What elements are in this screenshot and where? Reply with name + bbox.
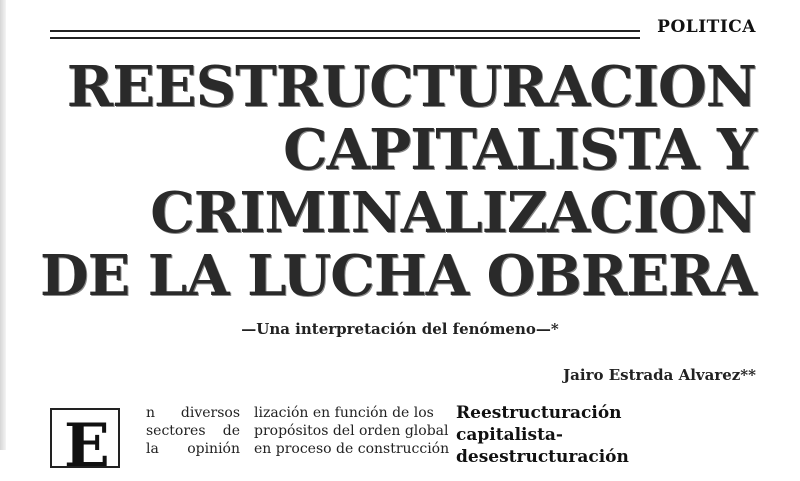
subheading-line: desestructuración	[456, 447, 629, 467]
body-column-2	[254, 404, 450, 458]
body-line	[146, 422, 240, 440]
title-line: DE LA LUCHA OBRERA	[40, 243, 756, 309]
body-word: de	[222, 423, 240, 439]
subheading-line: capitalista-	[456, 425, 563, 445]
body-line: en proceso de construcción	[254, 441, 450, 457]
title-line: REESTRUCTURACION	[66, 54, 756, 120]
body-line	[146, 404, 240, 422]
article-title	[36, 56, 756, 308]
body-word: la	[146, 441, 159, 457]
title-line: CRIMINALIZACION	[150, 180, 756, 246]
body-word: sectores	[146, 423, 206, 439]
page-edge	[0, 0, 6, 450]
author-byline: Jairo Estrada Alvarez**	[563, 366, 756, 384]
section-rule	[50, 30, 640, 39]
body-line: lización en función de los	[254, 405, 434, 421]
body-word: n	[146, 405, 156, 421]
section-subheading	[456, 402, 756, 468]
drop-cap-letter: E	[64, 411, 110, 481]
drop-cap	[50, 408, 120, 481]
body-line	[146, 440, 240, 458]
section-label: POLITICA	[657, 17, 756, 37]
body-column-1	[146, 404, 240, 458]
body-line: propósitos del orden global	[254, 423, 449, 439]
article-subtitle: —Una interpretación del fenómeno—*	[241, 320, 559, 338]
body-word: diversos	[180, 405, 240, 421]
subheading-line: Reestructuración	[456, 403, 622, 423]
body-word: opinión	[187, 441, 240, 457]
title-line: CAPITALISTA Y	[283, 117, 756, 183]
